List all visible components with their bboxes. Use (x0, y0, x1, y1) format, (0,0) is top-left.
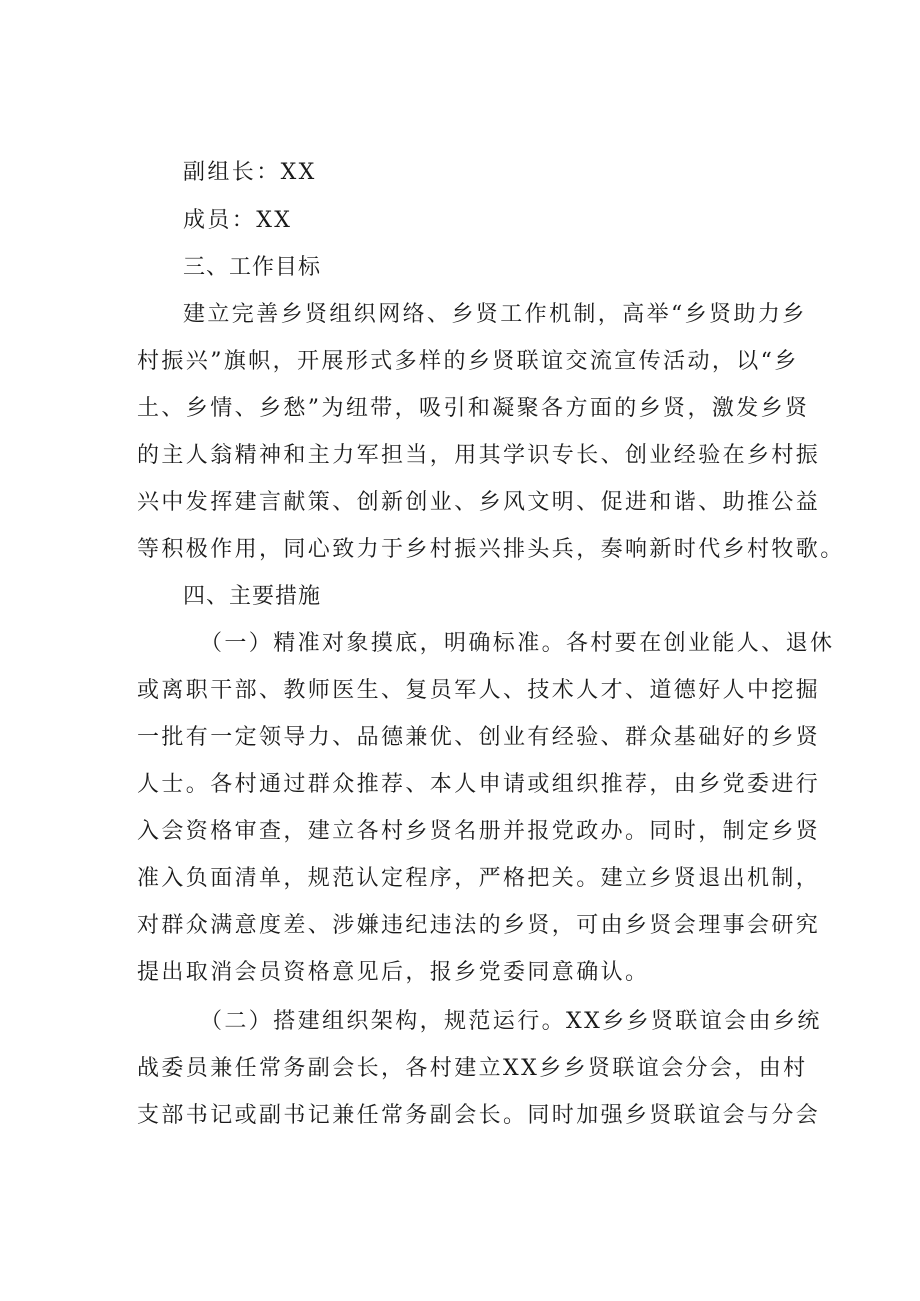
paragraph-line: 人士。各村通过群众推荐、本人申请或组织推荐，由乡党委进行 (137, 772, 821, 797)
paragraph-line: 一批有一定领导力、品德兼优、创业有经验、群众基础好的乡贤 (137, 725, 821, 750)
paragraph-line: 支部书记或副书记兼任常务副会长。同时加强乡贤联谊会与分会 (137, 1103, 821, 1128)
paragraph-line: （二）搭建组织架构，规范运行。XX乡乡贤联谊会由乡统 (200, 1009, 822, 1034)
paragraph-line: 入会资格审查，建立各村乡贤名册并报党政办。同时，制定乡贤 (137, 819, 821, 844)
paragraph-line: 战委员兼任常务副会长，各村建立XX乡乡贤联谊会分会，由村 (137, 1056, 808, 1081)
paragraph-line: 提出取消会员资格意见后，报乡党委同意确认。 (137, 960, 650, 985)
paragraph-line: 等积极作用，同心致力于乡村振兴排头兵，奏响新时代乡村牧歌。 (137, 537, 845, 562)
section-heading-goals: 三、工作目标 (183, 255, 322, 280)
members-line: 成员：XX (183, 208, 293, 233)
paragraph-line: 或离职干部、教师医生、复员军人、技术人才、道德好人中挖掘 (137, 678, 821, 703)
paragraph-line: 土、乡情、乡愁”为纽带，吸引和凝聚各方面的乡贤，激发乡贤 (137, 396, 810, 421)
paragraph-line: 准入负面清单，规范认定程序，严格把关。建立乡贤退出机制， (137, 866, 821, 891)
paragraph-line: 兴中发挥建言献策、创新创业、乡风文明、促进和谐、助推公益 (137, 490, 821, 515)
paragraph-line: 对群众满意度差、涉嫌违纪违法的乡贤，可由乡贤会理事会研究 (137, 913, 821, 938)
paragraph-line: 村振兴”旗帜，开展形式多样的乡贤联谊交流宣传活动，以“乡 (137, 349, 799, 374)
paragraph-line: 建立完善乡贤组织网络、乡贤工作机制，高举“乡贤助力乡 (183, 302, 807, 327)
paragraph-line: 的主人翁精神和主力军担当，用其学识专长、创业经验在乡村振 (137, 443, 821, 468)
paragraph-line: （一）精准对象摸底，明确标准。各村要在创业能人、退休 (200, 631, 835, 656)
deputy-leader-line: 副组长：XX (183, 160, 317, 185)
section-heading-measures: 四、主要措施 (183, 584, 322, 609)
